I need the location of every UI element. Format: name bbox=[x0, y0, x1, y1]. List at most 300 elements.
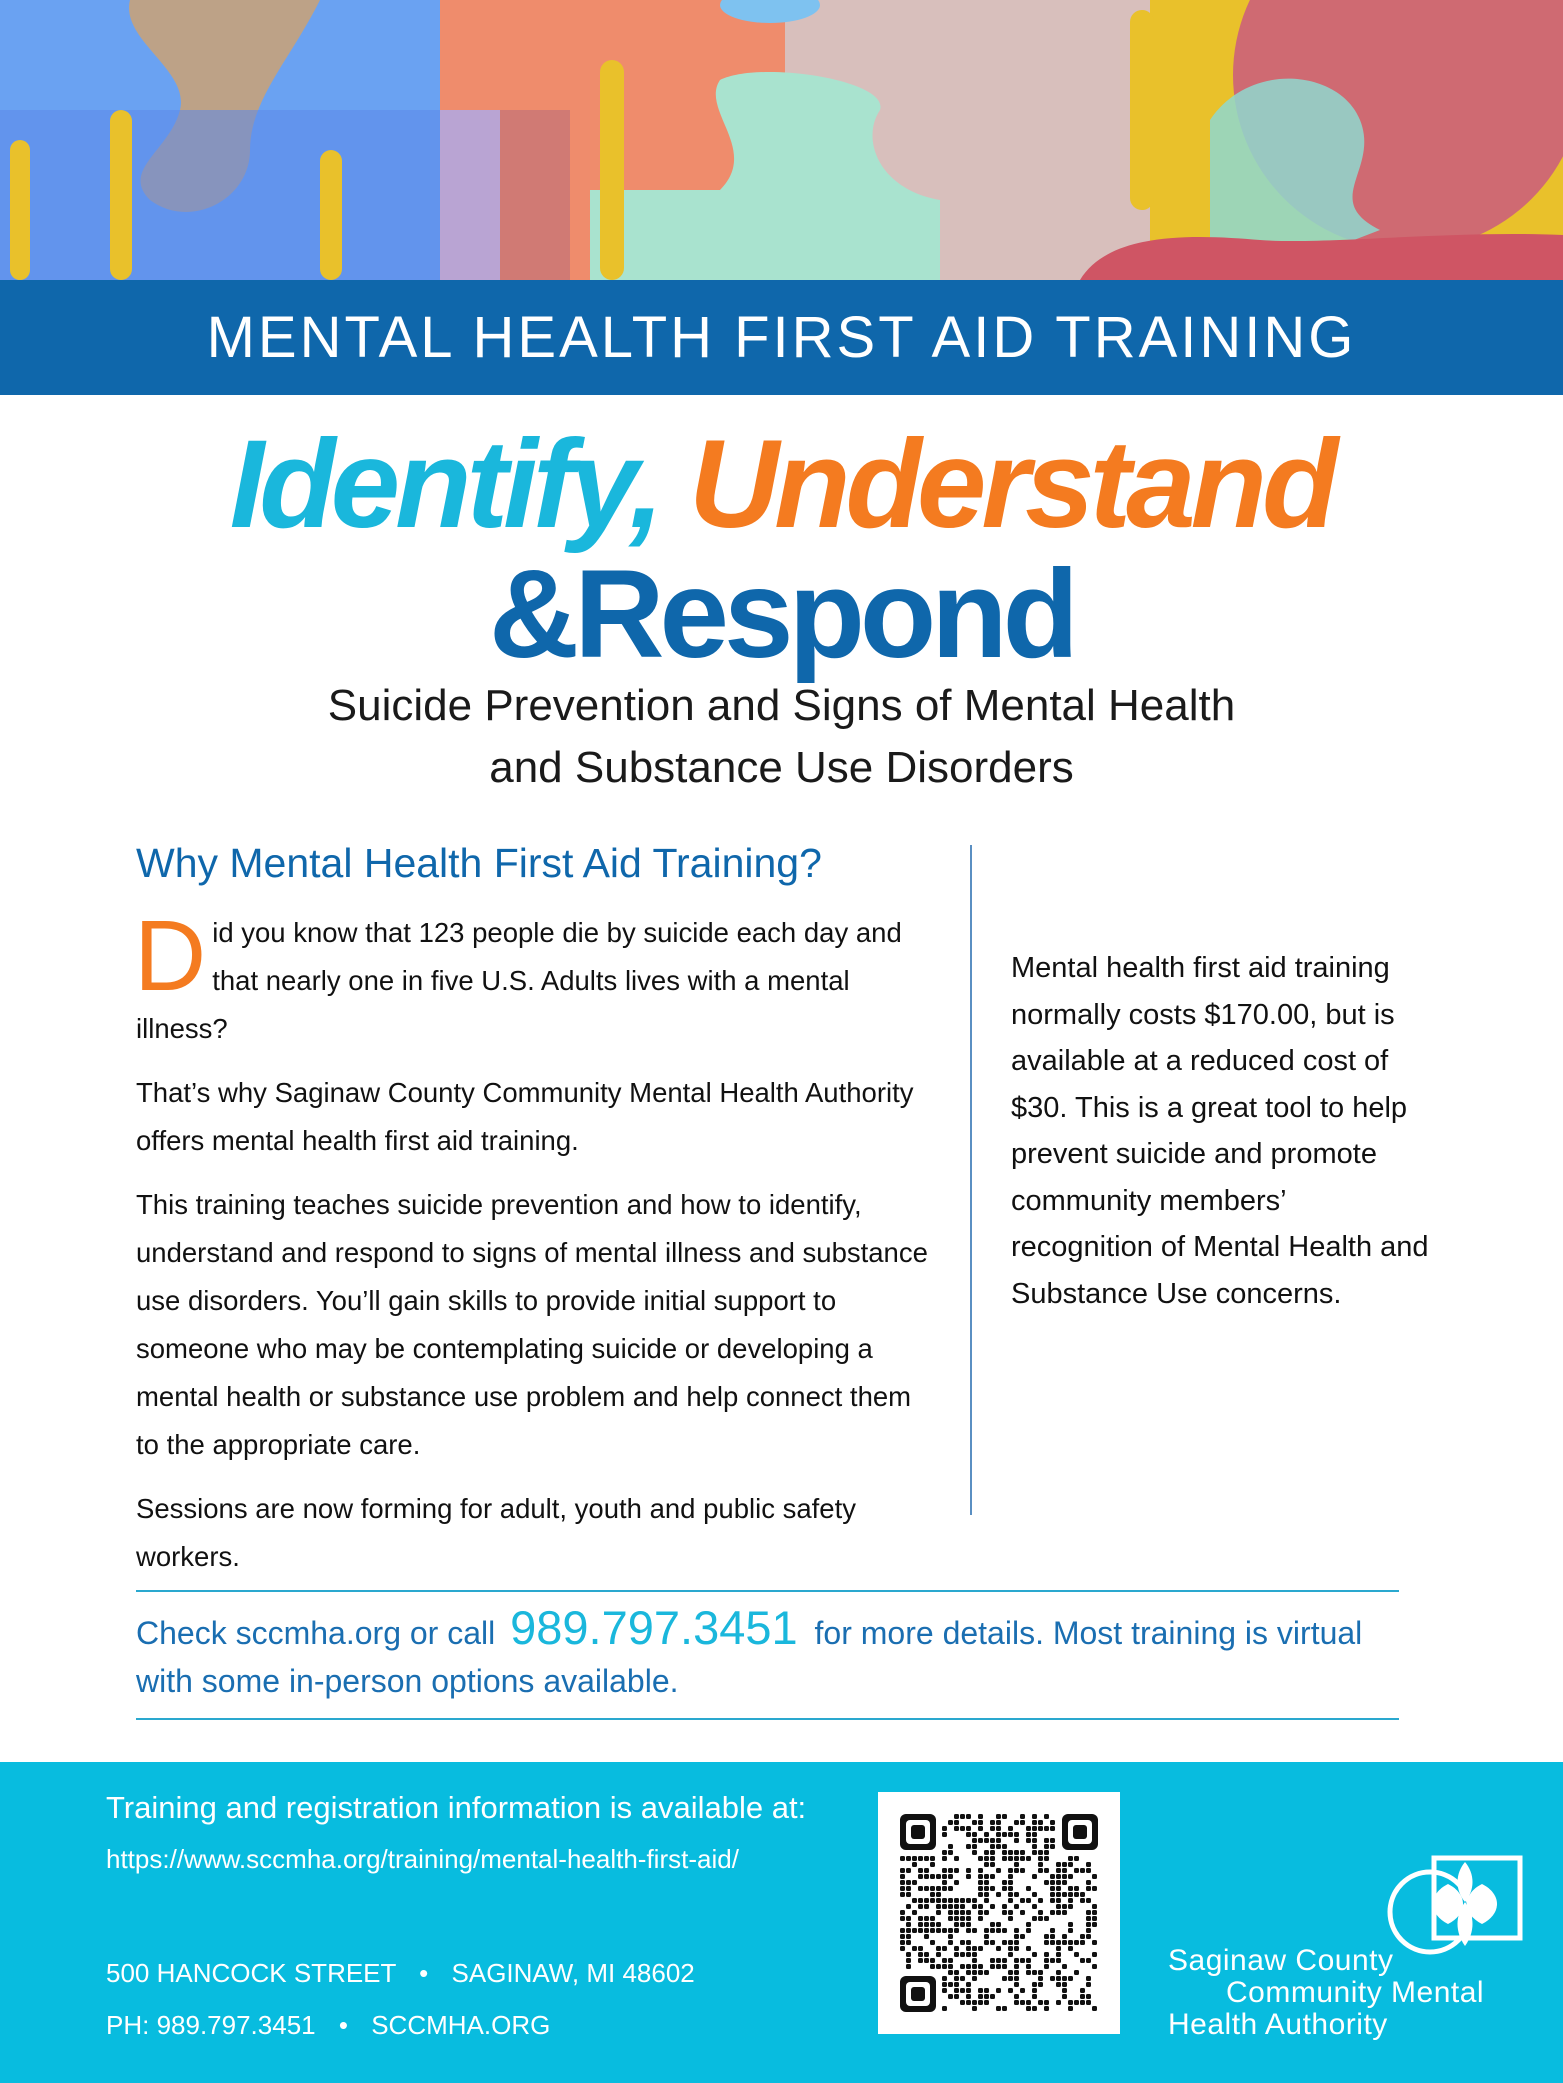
qr-module bbox=[978, 1880, 983, 1885]
qr-module bbox=[1038, 1868, 1043, 1873]
qr-module bbox=[1080, 1994, 1085, 1999]
qr-module bbox=[1086, 1862, 1091, 1867]
qr-module bbox=[984, 1940, 989, 1945]
qr-module bbox=[924, 1952, 929, 1957]
qr-module bbox=[1026, 1826, 1031, 1831]
qr-module bbox=[1062, 1862, 1067, 1867]
qr-module bbox=[1014, 1976, 1019, 1981]
qr-module bbox=[972, 1958, 977, 1963]
qr-module bbox=[1056, 1976, 1061, 1981]
paragraph-offer: That’s why Saginaw County Community Mental Health Authority offers mental health first aid training. bbox=[136, 1077, 914, 1156]
qr-module bbox=[942, 1856, 947, 1861]
qr-module bbox=[996, 1868, 1001, 1873]
qr-module bbox=[960, 1952, 965, 1957]
qr-module bbox=[966, 1928, 971, 1933]
qr-module bbox=[948, 1916, 953, 1921]
qr-module bbox=[1056, 1970, 1061, 1975]
qr-module bbox=[1056, 1880, 1061, 1885]
qr-module bbox=[1014, 1904, 1019, 1909]
qr-module bbox=[936, 1952, 941, 1957]
qr-module bbox=[960, 1904, 965, 1909]
qr-module bbox=[996, 1988, 1001, 1993]
qr-module bbox=[930, 1964, 935, 1969]
qr-module bbox=[966, 1952, 971, 1957]
qr-module bbox=[918, 1868, 923, 1873]
qr-module bbox=[1038, 1820, 1043, 1825]
qr-module bbox=[942, 1850, 947, 1855]
qr-module bbox=[984, 2000, 989, 2005]
qr-module bbox=[1032, 1874, 1037, 1879]
qr-module bbox=[966, 1826, 971, 1831]
qr-module bbox=[954, 1880, 959, 1885]
qr-module bbox=[1038, 1982, 1043, 1987]
qr-module bbox=[1050, 1976, 1055, 1981]
qr-module bbox=[966, 1922, 971, 1927]
qr-module bbox=[1092, 1904, 1097, 1909]
qr-module bbox=[1032, 1916, 1037, 1921]
qr-module bbox=[954, 1916, 959, 1921]
qr-module bbox=[900, 1874, 905, 1879]
qr-module bbox=[984, 1832, 989, 1837]
qr-module bbox=[996, 1814, 1001, 1819]
qr-module bbox=[1014, 1994, 1019, 1999]
qr-module bbox=[1092, 1940, 1097, 1945]
qr-module bbox=[1068, 1928, 1073, 1933]
qr-module bbox=[1050, 1898, 1055, 1903]
qr-module bbox=[1008, 1988, 1013, 1993]
qr-module bbox=[1014, 1958, 1019, 1963]
city-address: SAGINAW, MI 48602 bbox=[451, 1958, 695, 1988]
qr-module bbox=[948, 1904, 953, 1909]
qr-code[interactable] bbox=[878, 1792, 1120, 2034]
qr-module bbox=[1092, 1922, 1097, 1927]
qr-module bbox=[972, 1928, 977, 1933]
subtitle-line-2: and Substance Use Disorders bbox=[489, 743, 1074, 792]
qr-module bbox=[966, 1982, 971, 1987]
qr-module bbox=[972, 1832, 977, 1837]
qr-module bbox=[912, 1928, 917, 1933]
qr-module bbox=[978, 1904, 983, 1909]
qr-module bbox=[1086, 1880, 1091, 1885]
qr-module bbox=[1074, 1868, 1079, 1873]
qr-module bbox=[1074, 1856, 1079, 1861]
qr-module bbox=[1050, 1892, 1055, 1897]
qr-module bbox=[1014, 1820, 1019, 1825]
qr-module bbox=[990, 1940, 995, 1945]
qr-module bbox=[1086, 1916, 1091, 1921]
qr-module bbox=[966, 1946, 971, 1951]
qr-module bbox=[1086, 1910, 1091, 1915]
qr-module bbox=[1080, 1892, 1085, 1897]
contact-callout-text bbox=[136, 1601, 1399, 1705]
qr-module bbox=[1014, 1856, 1019, 1861]
qr-module bbox=[1020, 1820, 1025, 1825]
qr-module bbox=[978, 1868, 983, 1873]
drop-cap: D bbox=[134, 900, 207, 1012]
qr-module bbox=[948, 1910, 953, 1915]
qr-module bbox=[930, 1862, 935, 1867]
qr-module bbox=[984, 1988, 989, 1993]
qr-module bbox=[1038, 1862, 1043, 1867]
qr-module bbox=[1056, 1958, 1061, 1963]
street-address: 500 HANCOCK STREET bbox=[106, 1958, 396, 1988]
qr-module bbox=[1068, 1862, 1073, 1867]
qr-module bbox=[1044, 1880, 1049, 1885]
qr-module bbox=[978, 1970, 983, 1975]
qr-module bbox=[1032, 1820, 1037, 1825]
qr-module bbox=[912, 1880, 917, 1885]
paragraph-sessions: Sessions are now forming for adult, youth and public safety workers. bbox=[136, 1493, 856, 1572]
qr-module bbox=[930, 1874, 935, 1879]
qr-module bbox=[906, 1904, 911, 1909]
qr-module bbox=[942, 1946, 947, 1951]
qr-module bbox=[1086, 1982, 1091, 1987]
qr-module bbox=[1008, 1856, 1013, 1861]
qr-module bbox=[1086, 1976, 1091, 1981]
qr-module bbox=[1008, 1850, 1013, 1855]
qr-module bbox=[1044, 1814, 1049, 1819]
qr-module bbox=[978, 1946, 983, 1951]
subtitle-line-1: Suicide Prevention and Signs of Mental Health bbox=[327, 681, 1236, 730]
qr-module bbox=[1032, 1970, 1037, 1975]
qr-module bbox=[1014, 2000, 1019, 2005]
qr-module bbox=[984, 1880, 989, 1885]
qr-module bbox=[1074, 1940, 1079, 1945]
qr-module bbox=[1026, 2000, 1031, 2005]
qr-module bbox=[900, 1910, 905, 1915]
qr-module bbox=[942, 1958, 947, 1963]
qr-module bbox=[960, 2000, 965, 2005]
qr-module bbox=[966, 1988, 971, 1993]
qr-module bbox=[906, 1880, 911, 1885]
qr-module bbox=[984, 1934, 989, 1939]
qr-module bbox=[1020, 1898, 1025, 1903]
qr-module bbox=[912, 1898, 917, 1903]
qr-module bbox=[918, 1946, 923, 1951]
qr-module bbox=[930, 1886, 935, 1891]
qr-module bbox=[966, 1868, 971, 1873]
qr-module bbox=[918, 1916, 923, 1921]
qr-module bbox=[936, 1892, 941, 1897]
qr-module bbox=[1068, 2000, 1073, 2005]
qr-module bbox=[954, 1952, 959, 1957]
qr-module bbox=[972, 1946, 977, 1951]
qr-module bbox=[984, 1838, 989, 1843]
contact-callout bbox=[136, 1590, 1399, 1720]
qr-module bbox=[936, 1964, 941, 1969]
qr-module bbox=[990, 1964, 995, 1969]
qr-module bbox=[1086, 1994, 1091, 1999]
qr-module bbox=[948, 1934, 953, 1939]
qr-module bbox=[996, 1838, 1001, 1843]
qr-module bbox=[1002, 1844, 1007, 1849]
qr-module bbox=[918, 1898, 923, 1903]
qr-module bbox=[1008, 1874, 1013, 1879]
qr-module bbox=[906, 1868, 911, 1873]
qr-module bbox=[1026, 1970, 1031, 1975]
qr-module bbox=[1068, 1874, 1073, 1879]
footer-lead: Training and registration information is available at: bbox=[106, 1790, 807, 1825]
qr-module bbox=[966, 1898, 971, 1903]
qr-module bbox=[948, 1820, 953, 1825]
qr-module bbox=[1026, 1838, 1031, 1843]
qr-module bbox=[918, 1952, 923, 1957]
qr-module bbox=[1056, 2000, 1061, 2005]
qr-module bbox=[1008, 1886, 1013, 1891]
qr-module bbox=[1050, 1826, 1055, 1831]
qr-module bbox=[972, 1838, 977, 1843]
qr-module bbox=[906, 1928, 911, 1933]
logo-line-2: Community Mental bbox=[1226, 1976, 1485, 2009]
qr-module bbox=[996, 1820, 1001, 1825]
qr-module bbox=[978, 2000, 983, 2005]
qr-module bbox=[984, 1910, 989, 1915]
logo-line-3: Health Authority bbox=[1168, 2008, 1388, 2041]
qr-module bbox=[912, 1946, 917, 1951]
qr-module bbox=[1068, 1922, 1073, 1927]
qr-module bbox=[960, 1940, 965, 1945]
qr-module bbox=[954, 1988, 959, 1993]
qr-module bbox=[936, 1922, 941, 1927]
qr-module bbox=[942, 1874, 947, 1879]
qr-module bbox=[900, 1892, 905, 1897]
qr-module bbox=[984, 1874, 989, 1879]
qr-module bbox=[924, 1898, 929, 1903]
qr-module bbox=[966, 1916, 971, 1921]
qr-module bbox=[1044, 1844, 1049, 1849]
headline-respond: &Respond bbox=[489, 545, 1074, 684]
qr-module bbox=[948, 1982, 953, 1987]
qr-module bbox=[1050, 1880, 1055, 1885]
qr-module bbox=[1038, 1916, 1043, 1921]
qr-module bbox=[918, 1904, 923, 1909]
qr-module bbox=[1008, 1946, 1013, 1951]
qr-module bbox=[906, 1856, 911, 1861]
registration-link[interactable]: https://www.sccmha.org/training/mental-health-first-aid/ bbox=[106, 1844, 739, 1874]
qr-module bbox=[1050, 1928, 1055, 1933]
qr-module bbox=[1056, 1910, 1061, 1915]
qr-module bbox=[1074, 2000, 1079, 2005]
qr-module bbox=[1002, 1832, 1007, 1837]
qr-module bbox=[1038, 1970, 1043, 1975]
qr-module bbox=[900, 1946, 905, 1951]
qr-module bbox=[1074, 1892, 1079, 1897]
qr-module bbox=[1014, 1964, 1019, 1969]
qr-module bbox=[990, 1904, 995, 1909]
qr-module bbox=[954, 1814, 959, 1819]
qr-module bbox=[1032, 1952, 1037, 1957]
qr-module bbox=[1062, 1892, 1067, 1897]
qr-module bbox=[1026, 1964, 1031, 1969]
qr-module bbox=[972, 1976, 977, 1981]
qr-module bbox=[1008, 1880, 1013, 1885]
qr-module bbox=[1020, 1934, 1025, 1939]
qr-module bbox=[924, 1916, 929, 1921]
qr-module bbox=[996, 1946, 1001, 1951]
qr-module bbox=[1056, 1982, 1061, 1987]
footer-website[interactable]: SCCMHA.ORG bbox=[371, 2010, 551, 2040]
qr-module bbox=[954, 1928, 959, 1933]
qr-module bbox=[1050, 1940, 1055, 1945]
qr-module bbox=[1020, 1814, 1025, 1819]
qr-module bbox=[1014, 1850, 1019, 1855]
qr-module bbox=[942, 1880, 947, 1885]
qr-module bbox=[900, 1928, 905, 1933]
qr-module bbox=[936, 1928, 941, 1933]
qr-module bbox=[954, 1976, 959, 1981]
qr-module bbox=[948, 1850, 953, 1855]
qr-module bbox=[984, 1970, 989, 1975]
subtitle bbox=[0, 675, 1563, 799]
qr-module bbox=[966, 1832, 971, 1837]
qr-module bbox=[1002, 2006, 1007, 2011]
qr-module bbox=[1056, 1904, 1061, 1909]
qr-module bbox=[1014, 1982, 1019, 1987]
qr-module bbox=[996, 1964, 1001, 1969]
qr-module bbox=[918, 1958, 923, 1963]
qr-module bbox=[1050, 1910, 1055, 1915]
qr-module bbox=[948, 1886, 953, 1891]
qr-module bbox=[1014, 1892, 1019, 1897]
qr-module bbox=[984, 1898, 989, 1903]
cost-text: Mental health first aid training normally costs $170.00, but is available at a reduced cost of $30. This is a great tool to help prevent suicide and promote community members’ recognition of Mental Health and Substance Use concerns. bbox=[1011, 952, 1429, 1310]
qr-module bbox=[1020, 1850, 1025, 1855]
qr-module bbox=[948, 1964, 953, 1969]
qr-module bbox=[1074, 1886, 1079, 1891]
qr-module bbox=[978, 1886, 983, 1891]
qr-module bbox=[978, 1964, 983, 1969]
qr-module bbox=[960, 1910, 965, 1915]
qr-module bbox=[918, 1922, 923, 1927]
qr-module bbox=[1086, 1928, 1091, 1933]
qr-module bbox=[906, 1922, 911, 1927]
qr-module bbox=[1020, 1988, 1025, 1993]
qr-module bbox=[900, 1880, 905, 1885]
paragraph-training: This training teaches suicide prevention and how to identify, understand and respond to signs of mental illness and substance use disorders. You’ll gain skills to provide initial support to someone who may be contemplating suicide or developing a mental health or substance use problem and help connect them to the appropriate care. bbox=[136, 1189, 928, 1460]
qr-module bbox=[1086, 1934, 1091, 1939]
qr-module bbox=[948, 1868, 953, 1873]
qr-module bbox=[1032, 1994, 1037, 1999]
qr-module bbox=[990, 1850, 995, 1855]
qr-module bbox=[942, 1928, 947, 1933]
qr-module bbox=[1032, 1904, 1037, 1909]
qr-module bbox=[966, 1814, 971, 1819]
qr-module bbox=[936, 1886, 941, 1891]
callout-phone[interactable]: 989.797.3451 bbox=[510, 1601, 798, 1654]
qr-module bbox=[954, 1922, 959, 1927]
qr-module bbox=[1050, 1886, 1055, 1891]
qr-module bbox=[978, 1874, 983, 1879]
qr-module bbox=[960, 1964, 965, 1969]
qr-module bbox=[930, 1940, 935, 1945]
qr-module bbox=[918, 1886, 923, 1891]
qr-module bbox=[936, 1874, 941, 1879]
qr-module bbox=[942, 1988, 947, 1993]
footer-phone[interactable]: PH: 989.797.3451 bbox=[106, 2010, 316, 2040]
qr-module bbox=[1044, 1826, 1049, 1831]
qr-module bbox=[1062, 1874, 1067, 1879]
qr-module bbox=[1026, 1928, 1031, 1933]
qr-module bbox=[1068, 1892, 1073, 1897]
qr-module bbox=[1002, 1940, 1007, 1945]
qr-module bbox=[1020, 1868, 1025, 1873]
qr-module bbox=[1062, 1976, 1067, 1981]
footer bbox=[0, 1762, 1563, 2083]
qr-module bbox=[978, 1814, 983, 1819]
qr-module bbox=[912, 1862, 917, 1867]
qr-module bbox=[966, 1940, 971, 1945]
qr-module bbox=[912, 1856, 917, 1861]
qr-module bbox=[906, 1892, 911, 1897]
qr-module bbox=[996, 1892, 1001, 1897]
qr-module bbox=[972, 1952, 977, 1957]
qr-module bbox=[906, 1886, 911, 1891]
qr-module bbox=[1050, 1820, 1055, 1825]
qr-module bbox=[1008, 1826, 1013, 1831]
qr-module bbox=[1056, 1952, 1061, 1957]
qr-module bbox=[1086, 2000, 1091, 2005]
qr-module bbox=[1044, 1868, 1049, 1873]
qr-module bbox=[1092, 1874, 1097, 1879]
qr-module bbox=[1002, 1856, 1007, 1861]
qr-module bbox=[1068, 1886, 1073, 1891]
qr-module bbox=[924, 1922, 929, 1927]
qr-module bbox=[1092, 2006, 1097, 2011]
qr-module bbox=[1050, 1958, 1055, 1963]
qr-module bbox=[1056, 1886, 1061, 1891]
qr-module bbox=[966, 1994, 971, 1999]
qr-module bbox=[978, 1856, 983, 1861]
qr-module bbox=[942, 1832, 947, 1837]
qr-module bbox=[924, 1856, 929, 1861]
qr-module bbox=[978, 1988, 983, 1993]
qr-module bbox=[990, 1826, 995, 1831]
qr-module bbox=[996, 1832, 1001, 1837]
qr-module bbox=[948, 1928, 953, 1933]
qr-module bbox=[1068, 1940, 1073, 1945]
qr-module bbox=[1026, 1922, 1031, 1927]
qr-module bbox=[1056, 1946, 1061, 1951]
qr-module bbox=[1062, 1904, 1067, 1909]
qr-module bbox=[972, 1970, 977, 1975]
qr-module bbox=[1002, 1886, 1007, 1891]
qr-module bbox=[966, 1910, 971, 1915]
qr-module bbox=[1044, 1934, 1049, 1939]
qr-module bbox=[936, 1910, 941, 1915]
qr-module bbox=[1050, 1838, 1055, 1843]
qr-module bbox=[1062, 1910, 1067, 1915]
qr-module bbox=[942, 1826, 947, 1831]
qr-module bbox=[1056, 1898, 1061, 1903]
qr-module bbox=[1014, 1838, 1019, 1843]
qr-module bbox=[924, 1886, 929, 1891]
qr-module bbox=[1008, 1898, 1013, 1903]
qr-module bbox=[1086, 1886, 1091, 1891]
qr-module bbox=[1014, 1940, 1019, 1945]
qr-module bbox=[942, 1898, 947, 1903]
qr-module bbox=[906, 1958, 911, 1963]
qr-module bbox=[1080, 1898, 1085, 1903]
qr-module bbox=[924, 1934, 929, 1939]
qr-module bbox=[1002, 1976, 1007, 1981]
qr-module bbox=[918, 1874, 923, 1879]
qr-module bbox=[1068, 1946, 1073, 1951]
qr-module bbox=[990, 1922, 995, 1927]
qr-module bbox=[1086, 1868, 1091, 1873]
qr-module bbox=[1026, 1832, 1031, 1837]
qr-module bbox=[1044, 2006, 1049, 2011]
qr-module bbox=[1038, 1898, 1043, 1903]
